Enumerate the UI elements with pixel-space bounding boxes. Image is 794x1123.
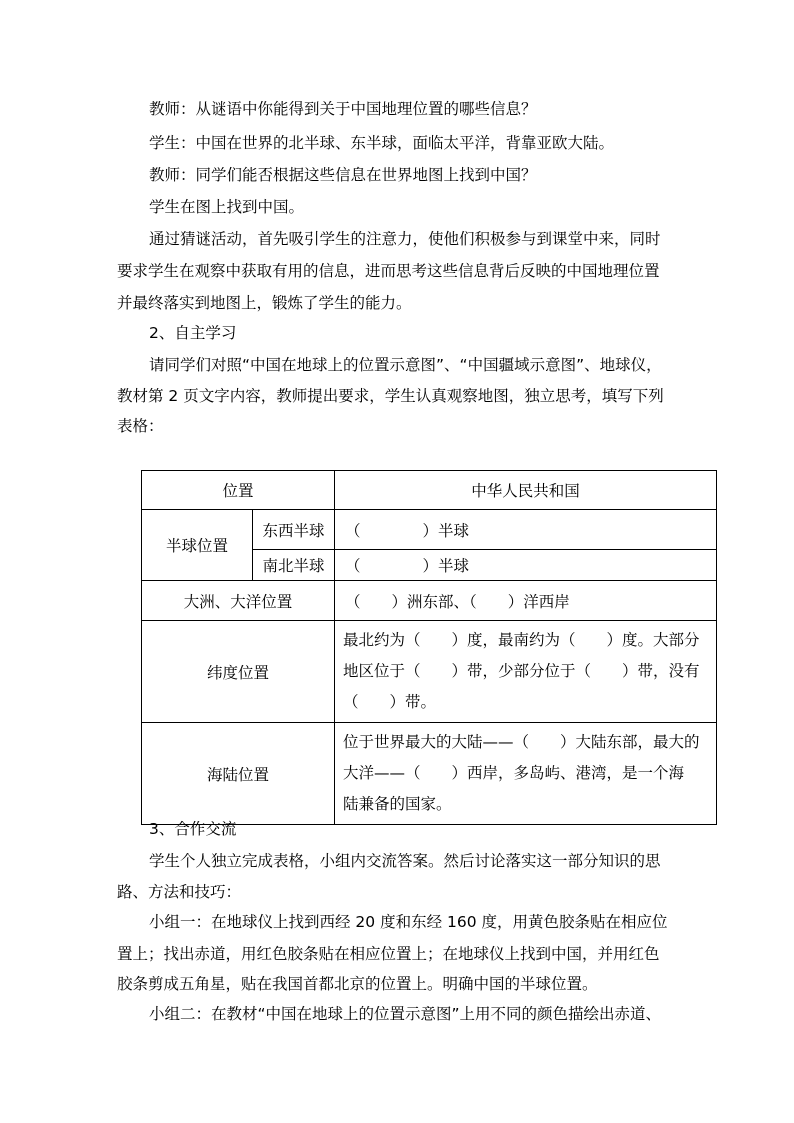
latitude-label: 纬度位置 — [142, 621, 335, 723]
sea-land-label: 海陆位置 — [142, 723, 335, 825]
student-action: 学生在图上找到中国。 — [149, 198, 305, 216]
section-heading-self-study: 2、自主学习 — [149, 324, 237, 342]
group-one-text: 小组一：在地球仪上找到西经 20 度和东经 160 度，用黄色胶条贴在相应位 — [149, 913, 668, 931]
location-worksheet-table — [141, 470, 717, 825]
latitude-line: 最北约为（ ）度，最南约为（ ）度。大部分 — [343, 631, 700, 649]
east-west-blank: （ ）半球 — [335, 510, 717, 550]
dialogue-teacher-question: 教师：从谜语中你能得到关于中国地理位置的哪些信息？ — [149, 100, 537, 118]
sea-land-blank — [335, 723, 717, 825]
group-one-text: 置上；找出赤道，用红色胶条贴在相应位置上；在地球仪上找到中国，并用红色 — [117, 945, 660, 963]
paragraph-line: 学生个人独立完成表格，小组内交流答案。然后讨论落实这一部分知识的思 — [149, 852, 661, 870]
paragraph-line: 通过猜谜活动，首先吸引学生的注意力，使他们积极参与到课堂中来，同时 — [149, 230, 661, 248]
sea-land-line: 位于世界最大的大陆——（ ）大陆东部，最大的 — [343, 733, 700, 751]
paragraph-line: 教材第 2 页文字内容，教师提出要求，学生认真观察地图，独立思考，填写下列 — [117, 387, 664, 405]
latitude-line: （ ）带。 — [343, 693, 437, 711]
paragraph-line: 表格： — [117, 417, 164, 435]
table-row — [142, 621, 717, 723]
continent-ocean-label: 大洲、大洋位置 — [142, 581, 335, 621]
table-row — [142, 510, 717, 550]
east-west-label: 东西半球 — [253, 510, 335, 550]
latitude-blank — [335, 621, 717, 723]
sea-land-line: 大洋——（ ）西岸，多岛屿、港湾，是一个海 — [343, 764, 685, 782]
north-south-label: 南北半球 — [253, 550, 335, 581]
dialogue-teacher-prompt: 教师：同学们能否根据这些信息在世界地图上找到中国？ — [149, 166, 537, 184]
header-country: 中华人民共和国 — [335, 471, 717, 510]
sea-land-line: 陆兼备的国家。 — [343, 795, 452, 813]
table-row — [142, 471, 717, 510]
table-row — [142, 581, 717, 621]
group-two-text: 小组二：在教材“中国在地球上的位置示意图”上用不同的颜色描绘出赤道、 — [149, 1005, 662, 1023]
north-south-blank: （ ）半球 — [335, 550, 717, 581]
dialogue-student-answer: 学生：中国在世界的北半球、东半球，面临太平洋，背靠亚欧大陆。 — [149, 134, 615, 152]
group-one-text: 胶条剪成五角星，贴在我国首都北京的位置上。明确中国的半球位置。 — [117, 975, 598, 993]
paragraph-line: 要求学生在观察中获取有用的信息，进而思考这些信息背后反映的中国地理位置 — [117, 262, 660, 280]
continent-ocean-blank: （ ）洲东部、（ ）洋西岸 — [335, 581, 717, 621]
paragraph-line: 请同学们对照“中国在地球上的位置示意图”、“中国疆域示意图”、地球仪， — [149, 356, 662, 374]
paragraph-line: 并最终落实到地图上，锻炼了学生的能力。 — [117, 294, 412, 312]
paragraph-line: 路、方法和技巧： — [117, 883, 242, 901]
hemisphere-label: 半球位置 — [142, 510, 253, 581]
table-row — [142, 723, 717, 825]
latitude-line: 地区位于（ ）带，少部分位于（ ）带，没有 — [343, 662, 700, 680]
header-position: 位置 — [142, 471, 335, 510]
section-heading-cooperation: 3、合作交流 — [149, 820, 237, 838]
